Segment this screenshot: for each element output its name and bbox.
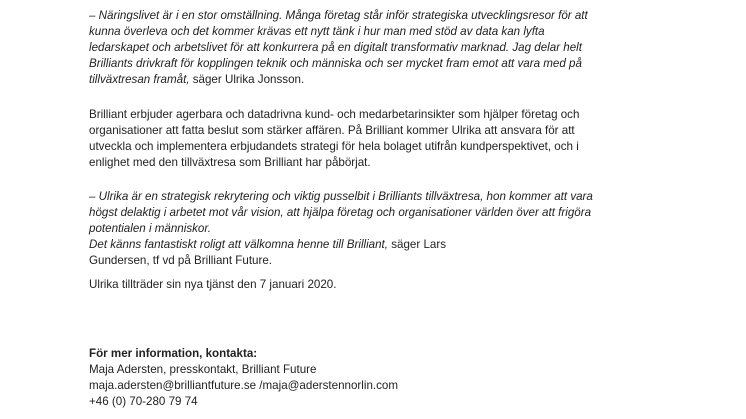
- attribution: säger Ulrika Jonsson.: [189, 73, 305, 86]
- contact-phone: +46 (0) 70-280 79 74: [89, 395, 198, 408]
- text-line: ledarskapet och arbetslivet för att konkurrera på en digitalt transformativ marknad. Jag delar helt: [89, 41, 582, 54]
- start-date-paragraph: [89, 277, 689, 293]
- company-paragraph: [89, 107, 689, 171]
- text-line: potentialen i människor.: [89, 222, 212, 235]
- contact-email[interactable]: maja.adersten@brilliantfuture.se /maja@aderstennorlin.com: [89, 379, 399, 392]
- quote-end: Det känns fantastiskt roligt att välkomna henne till Brilliant,: [89, 238, 389, 251]
- text-line: – Näringslivet är i en stor omställning. Många företag står inför strategiska utvecklingsresor för att: [89, 9, 588, 22]
- quote-end: tillväxtresan framåt,: [89, 73, 190, 86]
- text-line: kunna överleva och det kommer krävas ett nytt tänk i hur man med stöd av data kan lyfta: [89, 25, 545, 38]
- contact-name: Maja Adersten, presskontakt, Brilliant Future: [89, 363, 317, 376]
- text-line: – Ulrika är en strategisk rekrytering och viktig pusselbit i Brilliants tillväxtresa, hon kommer att vara: [89, 190, 593, 203]
- quote-gundersen: [89, 189, 689, 269]
- quote-jonsson: [89, 8, 689, 88]
- text-line: högst delaktig i arbetet mot vår vision, att hjälpa företag och organisationer världen över att frigöra: [89, 206, 592, 219]
- contact-heading: För mer information, kontakta:: [89, 347, 258, 360]
- text-line: Brilliants drivkraft för kopplingen teknik och människa och ser mycket fram emot att vara med på: [89, 57, 582, 70]
- text-line: enlighet med den tillväxtresa som Brilliant har påbörjat.: [89, 156, 371, 169]
- text-line: utveckla och implementera erbjudandets strategi för hela bolaget utifrån kundperspektivet, och i: [89, 140, 579, 153]
- text-line: Brilliant erbjuder agerbara och datadrivna kund- och medarbetarinsikter som hjälper företag och: [89, 108, 580, 121]
- text-line: Ulrika tillträder sin nya tjänst den 7 januari 2020.: [89, 278, 337, 291]
- text-line: [89, 72, 689, 88]
- attribution: säger Lars: [388, 238, 447, 251]
- contact-section: [89, 346, 689, 410]
- text-line: Gundersen, tf vd på Brilliant Future.: [89, 254, 273, 267]
- text-line: organisationer att fatta beslut som stärker affären. På Brilliant kommer Ulrika att ansvara för att: [89, 124, 575, 137]
- text-line: [89, 237, 689, 253]
